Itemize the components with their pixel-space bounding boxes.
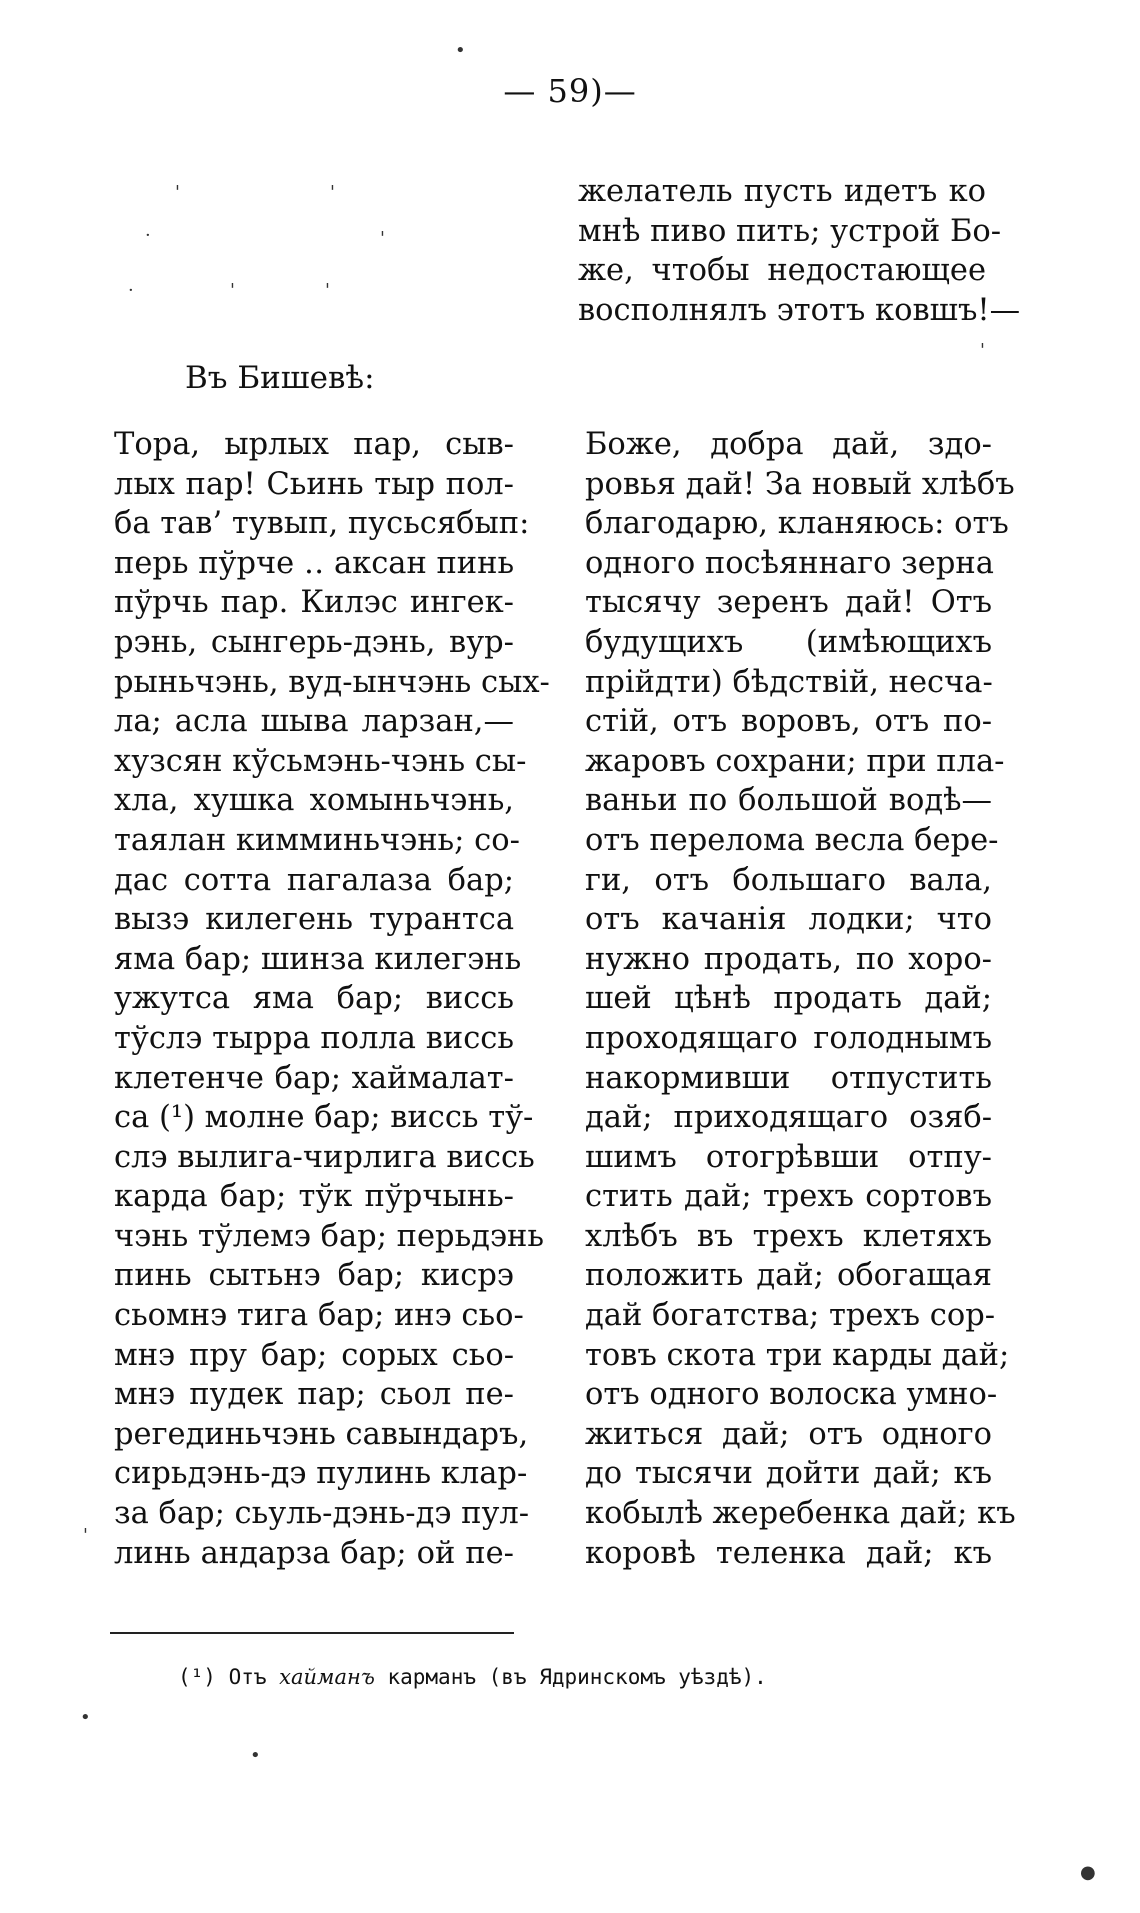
left-column-lines-line: ужутса яма бар; висcь	[114, 981, 514, 1017]
left-column-text	[114, 425, 550, 1573]
speck: •	[250, 1745, 261, 1766]
right-column-lines-line: товъ скота три карды дай;	[585, 1337, 1010, 1373]
left-column-lines-line: мнэ пру бар; сорых сьо-	[114, 1337, 514, 1373]
speck: '	[980, 340, 985, 361]
right-column-top-lines-line: же, чтобы недостающее	[578, 253, 986, 289]
right-column-lines-line: отъ одного волоска умно-	[585, 1377, 998, 1413]
left-column-lines-line: лых пар! Сьинь тыр пол-	[114, 466, 514, 502]
right-column-lines-line: проходящаго голоднымъ	[585, 1020, 992, 1056]
left-column-lines-line: са (¹) молне бар; висcь тў-	[114, 1100, 534, 1136]
left-column-lines-line: сирьдэнь-дэ пулинь клар-	[114, 1456, 528, 1492]
left-column-lines-line: яма бар; шинза килегэнь	[114, 941, 522, 977]
speck: '	[325, 280, 330, 301]
right-column-top-lines-line: желатель пусть идетъ ко	[578, 174, 986, 209]
left-column-lines-line: таялан кимминьчэнь; со-	[114, 822, 520, 858]
left-column-lines-line: сьомнэ тига бар; инэ сьо-	[114, 1298, 524, 1334]
right-column-lines-line: жаровъ сохрани; при пла-	[585, 743, 1005, 779]
speck: ●	[1080, 1862, 1096, 1883]
speck: •	[455, 40, 466, 61]
left-column-lines-line: рэнь, сынгерь-дэнь, вур-	[114, 624, 514, 660]
left-column-lines-line: слэ вылига-чирлига висcь	[114, 1139, 535, 1175]
right-column-top-lines-line: восполнялъ этотъ ковшъ!—	[578, 292, 1021, 328]
left-column-lines-line: клетенче бар; хаймалат-	[114, 1060, 514, 1096]
left-column-lines-line: пинь сытьнэ бар; кисрэ	[114, 1258, 514, 1294]
footnote-divider	[110, 1632, 514, 1634]
right-column-lines-line: отъ качанія лодки; что	[585, 902, 992, 938]
left-column-lines-line: вызэ килегень турантса	[114, 902, 514, 938]
right-column-lines-line: ваньи по большой водѣ—	[585, 783, 992, 819]
right-column-text	[585, 425, 1016, 1573]
speck: ·	[128, 280, 134, 301]
right-column-lines-line: стить дай; трехъ сортовъ	[585, 1179, 992, 1215]
speck: '	[230, 280, 235, 301]
right-column-lines-line: отъ перелома весла бере-	[585, 822, 999, 858]
right-column-lines-line: тысячу зеренъ дай! Отъ	[585, 585, 992, 621]
footnote-italic-word: хайманъ	[279, 1665, 375, 1689]
left-column-lines-line: чэнь тўлемэ бар; перьдэнь	[114, 1218, 544, 1254]
left-column-lines-line: карда бар; тўк пўрчынь-	[114, 1179, 514, 1215]
left-column-lines-line: за бар; сьуль-дэнь-дэ пул-	[114, 1496, 530, 1532]
right-column-lines-line: хлѣбъ въ трехъ клетяхъ	[585, 1218, 992, 1254]
right-column-lines-line: ровья дай! За новый хлѣбъ	[585, 466, 1015, 502]
footnote-marker: (¹) Отъ	[178, 1665, 267, 1689]
left-column-lines-line: регединьчэнь савындаръ,	[114, 1416, 529, 1452]
speck: '	[175, 182, 180, 203]
right-column-lines-line: ги, отъ большаго вала,	[585, 862, 992, 898]
right-column-lines-line: шей цѣнѣ продать дай;	[585, 981, 992, 1017]
speck: '	[380, 228, 385, 249]
left-column-lines-line: пўрчь пар. Килэс ингек-	[114, 585, 514, 621]
left-column-lines-line: мнэ пудек пар; сьол пе-	[114, 1377, 514, 1413]
left-column-lines-line: ба тав’ тувып, пусьсябып:	[114, 506, 530, 542]
left-column-lines-line: хузсян кўсьмэнь-чэнь сы-	[114, 743, 527, 779]
right-column-lines-line: до тысячи дойти дай; къ	[585, 1456, 992, 1492]
speck: •	[80, 1707, 91, 1728]
right-column-lines-line: положить дай; обогащая	[585, 1258, 992, 1294]
page-number: — 59)—	[503, 72, 637, 110]
footnote	[178, 1663, 767, 1691]
right-column-lines-line: дай; приходящаго озяб-	[585, 1100, 992, 1136]
left-column-lines-line: рыньчэнь, вуд-ынчэнь сых-	[114, 664, 550, 700]
right-column-lines-line: шимъ отогрѣвши отпу-	[585, 1139, 992, 1175]
right-column-lines-line: накормивши отпустить	[585, 1060, 992, 1096]
footnote-rest: карманъ (въ Ядринскомъ уѣздѣ).	[387, 1665, 767, 1689]
right-column-lines-line: кобылѣ жеребенка дай; къ	[585, 1496, 1016, 1532]
left-column-lines-line: Тора, ырлых пар, сыв-	[114, 427, 514, 462]
left-column-lines-line: ла; асла шыва ларзан,—	[114, 704, 514, 740]
left-column-lines-line: тўслэ тырра полла висcь	[114, 1020, 514, 1056]
right-column-top-text	[578, 172, 1021, 330]
left-column-lines-line: перь пўрче ‥ аксан пинь	[114, 545, 515, 581]
speck: '	[330, 182, 335, 203]
right-column-lines-line: Боже, добра дай, здо-	[585, 427, 992, 462]
left-column-lines-line: линь андарза бар; ой пе-	[114, 1535, 514, 1571]
right-column-lines-line: коровѣ теленка дай; къ	[585, 1535, 992, 1571]
right-column-lines-line: прійдти) бѣдствій, несча-	[585, 664, 993, 700]
left-column-lines-line: дас сотта пагалаза бар;	[114, 862, 514, 898]
right-column-top-lines-line: мнѣ пиво пить; устрой Бо-	[578, 213, 1002, 249]
speck: '	[83, 1525, 88, 1546]
left-column-heading: Въ Бишевѣ:	[185, 360, 375, 396]
speck: ·	[145, 225, 151, 246]
right-column-lines-line: дай богатства; трехъ сор-	[585, 1298, 996, 1334]
right-column-lines-line: стій, отъ воровъ, отъ по-	[585, 704, 992, 740]
right-column-lines-line: одного посѣяннаго зерна	[585, 545, 994, 581]
right-column-lines-line: будущихъ (имѣющихъ	[585, 624, 992, 660]
right-column-lines-line: нужно продать, по хоро-	[585, 941, 992, 977]
right-column-lines-line: житься дай; отъ одного	[585, 1416, 992, 1452]
left-column-lines-line: хла, хушка хомыньчэнь,	[114, 783, 514, 819]
right-column-lines-line: благодарю, кланяюсь: отъ	[585, 506, 1009, 542]
